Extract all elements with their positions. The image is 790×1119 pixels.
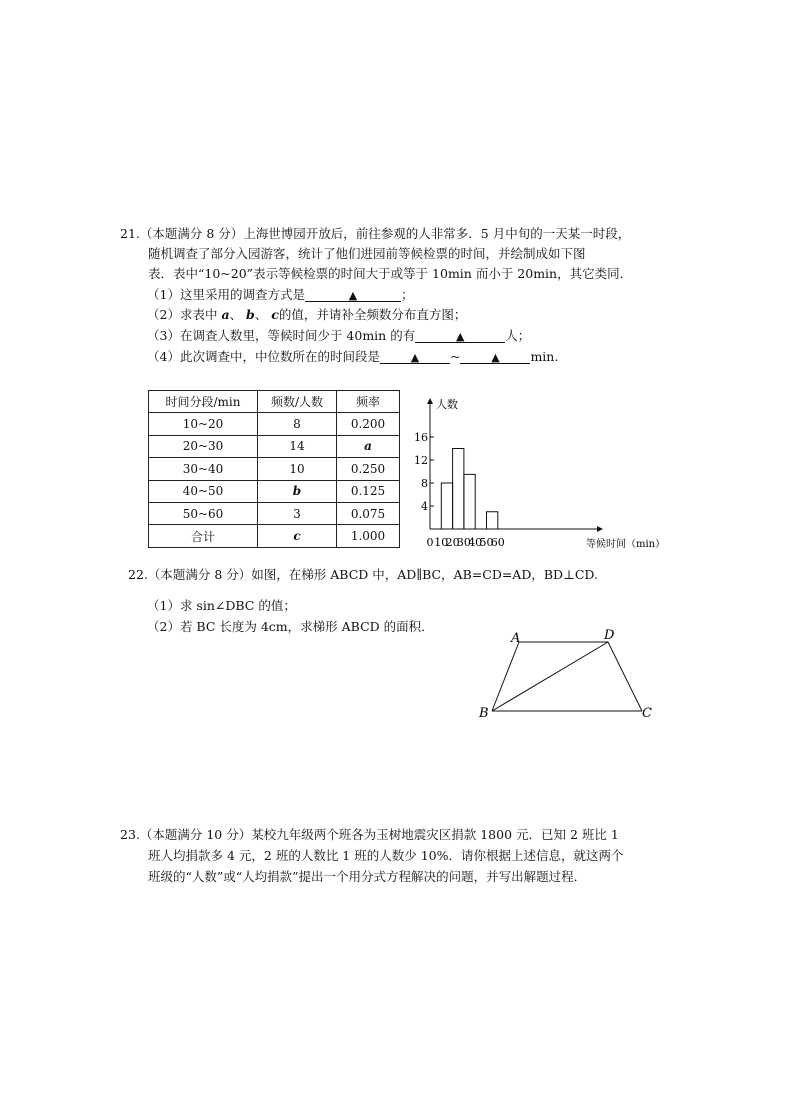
x-tick-label: 10: [434, 536, 449, 549]
histogram-bar: [487, 512, 498, 529]
histogram-bar: [464, 474, 475, 529]
x-axis-arrow-icon: [597, 526, 603, 532]
table-cell: 20~30: [149, 435, 258, 457]
q23-line2: 班人均捐款多 4 元，2 班的人数比 1 班的人数少 10%．请你根据上述信息，就这两个: [148, 848, 624, 863]
table-row: [149, 525, 400, 547]
table-cell: 0.125: [337, 480, 400, 502]
q21-sub3-blank[interactable]: [415, 328, 505, 343]
q21-sub2: [147, 307, 466, 323]
histogram-bar: [441, 483, 452, 529]
table-cell: c: [258, 525, 337, 547]
y-tick-label: 4: [421, 500, 428, 513]
table-cell: 10~20: [149, 413, 258, 435]
q21-sub4-suffix: min.: [530, 349, 559, 364]
vertex-b-label: B: [479, 706, 489, 721]
table-cell: 50~60: [149, 502, 258, 524]
var-a: a: [221, 307, 230, 322]
q21-line2: 随机调查了部分入园游客，统计了他们进园前等候检票的时间，并绘制成如下图: [148, 246, 586, 261]
table-cell: 合计: [149, 525, 258, 547]
q21-sub1-blank[interactable]: [305, 287, 401, 302]
frequency-table: [148, 390, 400, 548]
trapezoid-figure: [470, 622, 660, 732]
segment-bd: [492, 642, 608, 711]
table-cell: 1.000: [337, 525, 400, 547]
vertex-d-label: D: [604, 628, 615, 643]
q21-sub4-blank-end[interactable]: [460, 349, 530, 364]
q21-sub3-prefix: （3）在调查人数里，等候时间少于 40min 的有: [147, 328, 416, 343]
q22-sub2: （2）若 BC 长度为 4cm，求梯形 ABCD 的面积．: [147, 619, 434, 634]
histogram-chart: [410, 390, 680, 555]
var-b: b: [246, 307, 255, 322]
sep: 、: [254, 307, 268, 322]
answer-triangle-icon: ▲: [491, 351, 500, 364]
q23-line3: 班级的“人数”或“人均捐款”提出一个用分式方程解决的问题，并写出解题过程．: [148, 869, 587, 884]
table-cell: 14: [258, 435, 337, 457]
q21-sub1-suffix: ；: [400, 287, 414, 302]
tilde: ~: [449, 349, 461, 364]
table-cell: 30~40: [149, 458, 258, 480]
q21-sub4: [147, 349, 558, 365]
q21-sub1-prefix: （1）这里采用的调查方式是: [147, 287, 305, 302]
table-cell: 3: [258, 502, 337, 524]
x-tick-label: 0: [426, 536, 434, 549]
x-tick-label: 40: [468, 536, 483, 549]
x-tick-label: 20: [445, 536, 460, 549]
x-tick-label: 50: [479, 536, 494, 549]
q21-sub2-suffix: 的值，并请补全频数分布直方图；: [278, 307, 467, 322]
table-cell: 0.075: [337, 502, 400, 524]
segment-dc: [608, 642, 642, 711]
answer-triangle-icon: ▲: [455, 330, 465, 343]
q22-line1: 22.（本题满分 8 分）如图，在梯形 ABCD 中，AD∥BC，AB=CD=AD，BD⊥CD.: [128, 567, 598, 582]
answer-triangle-icon: ▲: [410, 351, 420, 364]
q21-sub4-blank-start[interactable]: [380, 349, 450, 364]
segment-ab: [492, 642, 519, 711]
table-cell: 8: [258, 413, 337, 435]
table-row: [149, 480, 400, 502]
table-cell: b: [258, 480, 337, 502]
q21-line3: 表．表中“10~20”表示等候检票的时间大于或等于 10min 而小于 20min，其它类同．: [148, 266, 633, 281]
y-tick-label: 16: [414, 431, 428, 444]
table-cell: a: [337, 435, 400, 457]
vertex-a-label: A: [511, 631, 521, 646]
table-header: 频数/人数: [258, 391, 337, 413]
table-row: [149, 435, 400, 457]
table-header: 频率: [337, 391, 400, 413]
table-row: [149, 458, 400, 480]
y-tick-label: 12: [414, 454, 428, 467]
q21-sub3: [147, 328, 530, 344]
var-c: c: [271, 307, 279, 322]
answer-triangle-icon: ▲: [348, 289, 358, 302]
vertex-c-label: C: [642, 706, 652, 721]
x-tick-label: 60: [490, 536, 505, 549]
q23-line1: 23.（本题满分 10 分）某校九年级两个班各为玉树地震灾区捐款 1800 元．已知 2 班比 1: [120, 827, 619, 842]
table-cell: 10: [258, 458, 337, 480]
table-row: [149, 413, 400, 435]
y-tick-label: 8: [421, 477, 428, 490]
table-row: [149, 502, 400, 524]
x-axis-label: 等候时间（min）: [586, 539, 666, 550]
histogram-bar: [453, 449, 464, 530]
x-tick-label: 30: [456, 536, 471, 549]
table-cell: 40~50: [149, 480, 258, 502]
y-axis-label: 人数: [436, 398, 458, 411]
q21-sub4-prefix: （4）此次调查中，中位数所在的时间段是: [147, 349, 380, 364]
q21-sub1: [147, 287, 413, 303]
table-header-row: [149, 391, 400, 413]
q22-sub1: （1）求 sin∠DBC 的值；: [147, 598, 296, 613]
table-header: 时间分段/min: [149, 391, 258, 413]
table-cell: 0.250: [337, 458, 400, 480]
sep: 、: [229, 307, 243, 322]
q21-line1: 21.（本题满分 8 分）上海世博园开放后，前往参观的人非常多．5 月中旬的一天某一时段，: [120, 226, 631, 241]
y-axis-arrow-icon: [427, 398, 433, 404]
q21-sub3-suffix: 人；: [505, 328, 531, 343]
q21-sub2-prefix: （2）求表中: [147, 307, 218, 322]
table-cell: 0.200: [337, 413, 400, 435]
